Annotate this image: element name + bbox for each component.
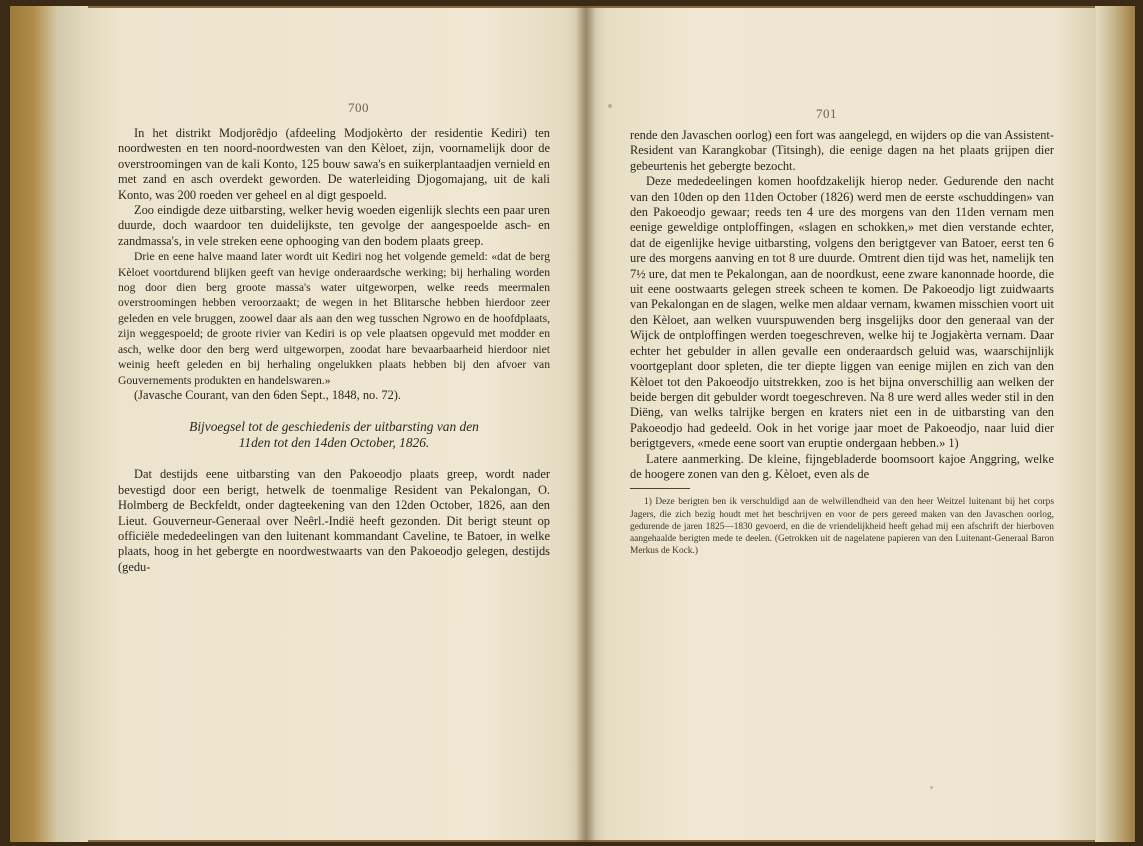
paragraph: Zoo eindigde deze uitbarsting, welker hevig woeden eigenlijk slechts een paar uren duurde, doch waardoor ten duidelijkste, ten gevolge der aangespoelde asch- en zandmassa's, in vele streken eene ophooging van den bodem plaats greep. — [118, 203, 550, 248]
book-cover-left-edge — [10, 6, 88, 842]
paragraph: rende den Javaschen oorlog) een fort was aangelegd, en wijders op die van Assistent-Resident van Karangkobar (Titsingh), die eenige dagen na het plaats grijpen dier gebeurtenis het gebergte bezocht. — [630, 128, 1054, 173]
right-page — [586, 8, 1096, 840]
citation: (Javasche Courant, van den 6den Sept., 1848, no. 72). — [134, 387, 402, 402]
footnote — [630, 496, 1054, 557]
page-number-right: 701 — [816, 106, 837, 121]
left-page — [80, 8, 586, 840]
paper-spot — [608, 104, 612, 108]
footnote-rule — [630, 488, 690, 489]
paragraph: Latere aanmerking. De kleine, fijngebladerde boomsoort kajoe Anggring, welke de hoogere zonen van den g. Kèloet, even als de — [630, 451, 1054, 481]
paragraph: Deze mededeelingen komen hoofdzakelijk hierop neder. Gedurende den nacht van den 10den op den 11den October (1826) werd men de eerste «schuddingen» van den Pakoeodjo gewaar; reeds ten 4 ure des morgens van den 11den vernam men eenige geweldige ontploffingen, «slagen en schokken,» met dien verstande echter, dat de eigenlijke hevige uitbarsting, volgens den berigtgever van Batoer, eerst ten 6 ure des morgens aanving en tot 8 ure duurde. Omtrent dien tijd was het, namelijk ten 7½ ure, dat men te Pekalongan, aan de noordkust, eene zware kanonnade hoorde, die uit eene oostwaarts gelegen streek scheen te komen. De Pakoeodjo ligt zuidwaarts van Pekalongan en de slagen, welke men aldaar vernam, kwamen misschien voort uit den Kèloet, aan welken vuurspuwenden berg insgelijks door den generaal van der Wijck de ontploffingen werden toegeschreven, welke hij te Jogjakèrta vernam. Daar echter het gebulder in allen gevalle een onderaardsch geluid was, waarschijnlijk voortgeplant door spleten, die ter diepte liggen van eenige mijlen en zich van den Kèloet tot den Pakoeodjo uitstrekken, zoo is het bijna onverschillig aan welken der beide bergen dit gebulder wordt toegeschreven. Na 8 ure werd alles weder stil in den Diëng, van welks talrijke bergen en kraters niet een in de uitbarsting van den Pakoeodjo had gedeeld. Ook in het vorige jaar moet de Pakoeodjo, naar luid dier berigtgevers, «mede eene soort van eruptie ondergaan hebben.» 1) — [630, 174, 1054, 451]
paragraph: Dat destijds eene uitbarsting van den Pakoeodjo plaats greep, wordt nader bevestigd door een berigt, hetwelk de toenmalige Resident van Pekalongan, O. Holmberg de Beckfeldt, onder dagteekening van den 12den October, 1826, aan den Lieut. Gouverneur-Generaal over Neêrl.-Indië heeft gezonden. Dit berigt steunt op officiële mededeelingen van den luitenant kommandant Caveline, te Batoer, in welke plaats, hoog in het gebergte en noordwestwaarts van den Pakoeodjo gelegen, destijds (gedu- — [118, 467, 550, 574]
footnote-text: 1) Deze berigten ben ik verschuldigd aan de welwillendheid van den heer Weitzel luitenant bij het corps Jagers, die zich bezig houdt met het beschrijven en voor de pers gereed maken van den Javaschen oorlog, gedurende de jaren 1825—1830 gevoerd, en die de vriendelijkheid heeft gehad mij een afschrift der hierboven aangehaalde berigten mede te deelen. (Getrokken uit de nagelatene papieren van den Luitenant-Generaal Baron Merkus de Kock.) — [630, 497, 1054, 557]
heading-line: Bijvoegsel tot de geschiedenis der uitbarsting van den — [189, 419, 479, 435]
page-number-left: 700 — [348, 100, 369, 115]
heading-line: 11den tot den 14den October, 1826. — [238, 435, 430, 451]
paragraph: Drie en eene halve maand later wordt uit Kediri nog het volgende gemeld: «dat de berg Kèloet voortdurend blijken geeft van hevige onderaardsche werking; bij herhaling worden nog door dien berg groote massa's water uitgeworpen, welke reeds meermalen overstroomingen hebben veroorzaakt; de wegen in het Blitarsche hebben hierdoor zeer geleden en vele bruggen, zoowel daar als aan den weg tusschen Ngrowo en de hoofdplaats, zijn weggespoeld; de groote rivier van Kediri is op vele plaatsen opgevuld met modder en asch, welke door den berg werd uitgeworpen, zoodat hare bevaarbaarheid hierdoor niet weinig heeft geleden en bij herhaling ongelukken plaats hebben bij den afvoer van Gouvernements produkten en handelswaren.» — [118, 250, 550, 387]
paper-spot — [930, 786, 933, 789]
book-gutter — [576, 6, 596, 842]
right-page-text — [630, 128, 1054, 557]
book-cover-right-edge — [1095, 6, 1135, 842]
section-heading — [118, 419, 550, 451]
left-page-text — [118, 126, 550, 575]
paragraph: In het distrikt Modjorêdjo (afdeeling Modjokèrto der residentie Kediri) ten noordwesten en ten noord-noordwesten van den Kèloet, zijn, voornamelijk door de overstroomingen van de kali Konto, 125 bouw sawa's en suikerplantaadjen vernield en met zand en asch overdekt geworden. De waterleiding Djogomajang, uit de kali Konto, was 200 roeden ver geheel en al digt gespoeld. — [118, 126, 550, 202]
book — [10, 6, 1135, 842]
